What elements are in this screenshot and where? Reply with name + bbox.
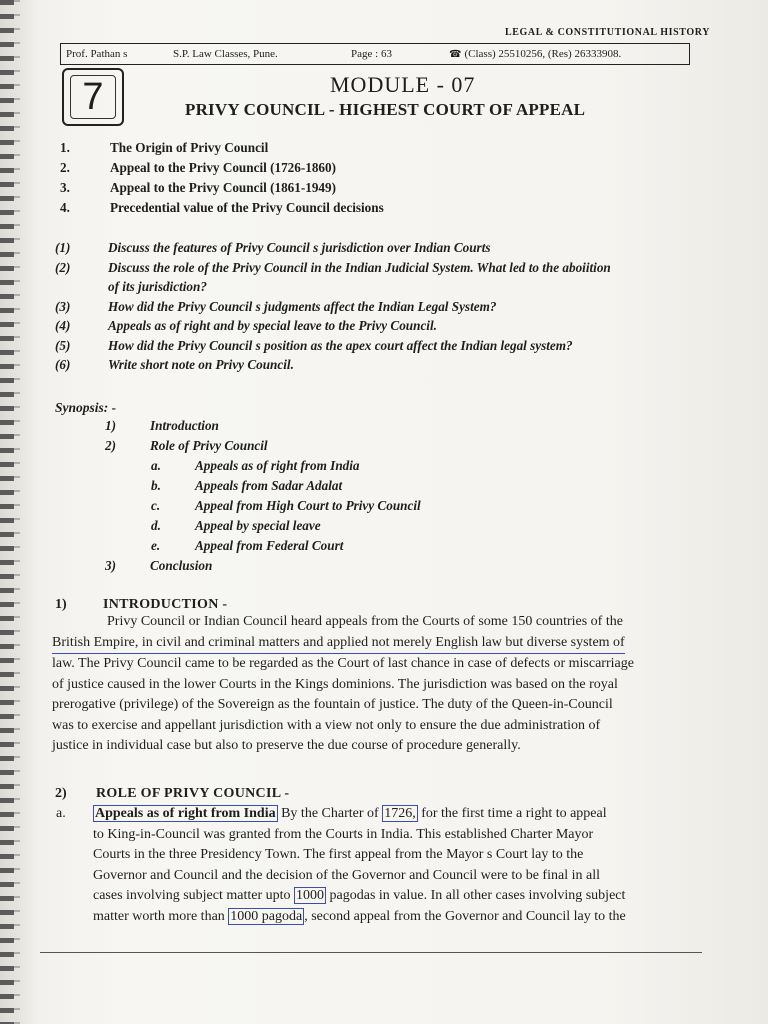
paragraph-line: justice in individual case but also to preserve the due course of procedure generally.: [52, 738, 521, 753]
header-box: [60, 43, 690, 65]
paragraph-line: law. The Privy Council came to be regarded as the Court of last chance in case of defects or miscarriage: [52, 656, 634, 671]
subheading-appeals-as-of-right: Appeals as of right from India: [95, 806, 276, 821]
module-title: MODULE - 07: [330, 72, 476, 97]
paragraph-line: Courts in the three Presidency Town. The first appeal from the Mayor s Court lay to the: [93, 847, 584, 862]
paragraph-line: was to exercise and appellant jurisdiction with a view not only to ensure the due administration of: [52, 717, 601, 733]
phone-icon: ☎: [449, 49, 462, 60]
section-2-title: ROLE OF PRIVY COUNCIL -: [96, 786, 290, 801]
header-page: Page : 63: [351, 48, 392, 60]
section-2-number: 2): [55, 786, 67, 801]
paragraph-line: Governor and Council and the decision of the Governor and Council were to be final in all: [93, 867, 600, 883]
header-contact: (Class) 25510256, (Res) 26333908.: [464, 48, 622, 60]
paragraph-line: Privy Council or Indian Council heard appeals from the Courts of some 150 countries of the: [107, 614, 623, 629]
header-contact-wrap: [449, 48, 621, 60]
paragraph-line: British Empire, in civil and criminal matters and applied not merely English law but diverse system of: [52, 633, 625, 655]
amount-1000-pagoda: 1000 pagoda: [230, 908, 303, 924]
paragraph-line: matter worth more than 1000 pagoda , second appeal from the Governor and Council lay to the: [93, 908, 626, 924]
section-1-title: INTRODUCTION -: [103, 597, 228, 612]
amount-1000: 1000: [296, 888, 325, 903]
section-2a-number: a.: [56, 806, 66, 821]
module-number-box: [62, 68, 124, 126]
header-institute: S.P. Law Classes, Pune.: [173, 48, 278, 60]
running-head: LEGAL & CONSTITUTIONAL HISTORY: [505, 27, 711, 38]
section-1-paragraph: [52, 612, 700, 757]
bottom-rule: [40, 952, 702, 953]
year-1726: 1726,: [384, 806, 416, 821]
synopsis-label: Synopsis: -: [55, 400, 117, 415]
section-2a-paragraph: [93, 804, 705, 927]
paragraph-line: to King-in-Council was granted from the Courts in India. This established Charter Mayor: [93, 826, 594, 842]
paragraph-line: prerogative (privilege) of the Sovereign as the fountain of justice. The duty of the Queen-in-Council: [52, 697, 613, 712]
module-subtitle: PRIVY COUNCIL - HIGHEST COURT OF APPEAL: [185, 100, 586, 119]
spiral-binding: [0, 0, 14, 1024]
binding-holes: [14, 0, 20, 1024]
section-1-number: 1): [55, 597, 67, 612]
module-number: 7: [70, 75, 116, 119]
paragraph-line: Appeals as of right from India By the Charter of 1726, for the first time a right to appeal: [95, 806, 607, 821]
paragraph-line: cases involving subject matter upto 1000 pagodas in value. In all other cases involving subject: [93, 888, 626, 903]
paragraph-line: of justice caused in the lower Courts in the Kings dominions. The jurisdiction was based on the royal: [52, 676, 618, 692]
header-author: Prof. Pathan s: [66, 48, 128, 60]
